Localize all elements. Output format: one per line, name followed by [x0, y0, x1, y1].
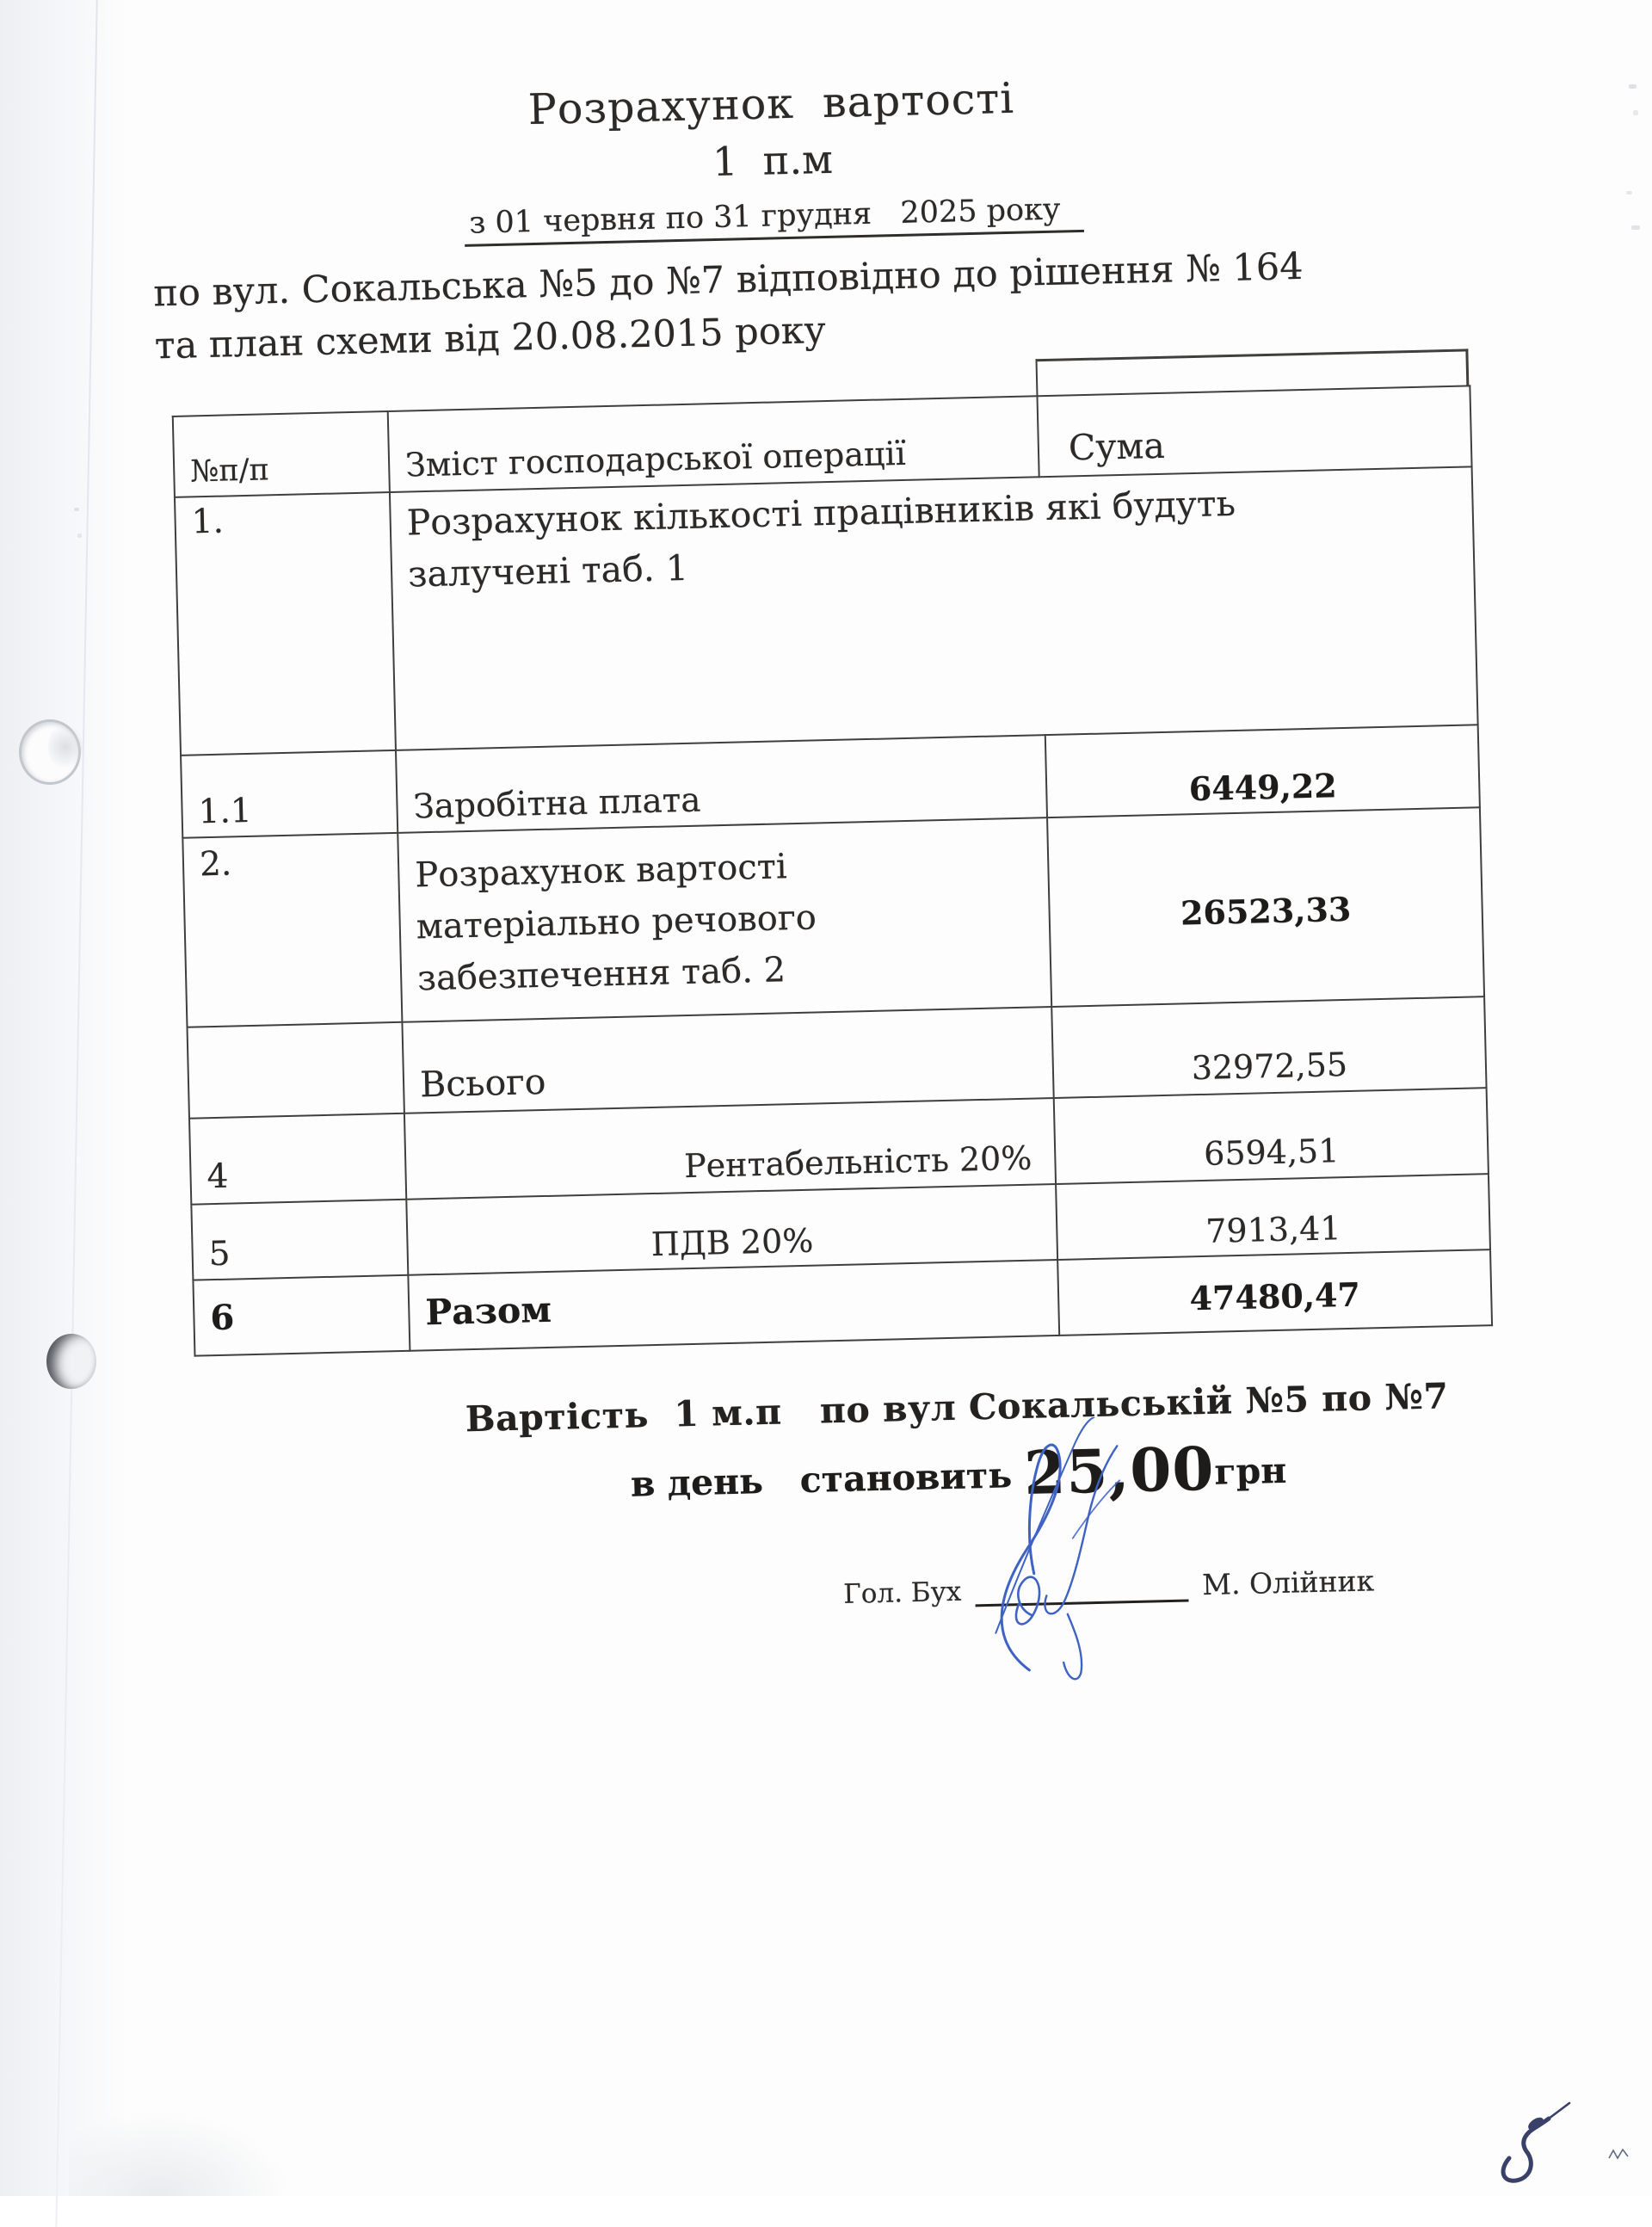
row-desc: Заробітна плата [396, 735, 1047, 833]
scan-speck [77, 534, 82, 538]
header-desc: Зміст господарської операції [388, 396, 1039, 492]
row-num [187, 1022, 404, 1119]
signature-name: М. Олійник [1201, 1564, 1375, 1602]
row-sum: 6594,51 [1054, 1088, 1489, 1184]
summary-line-2 [317, 1425, 1600, 1525]
row-desc: Всього [402, 1007, 1053, 1114]
row-sum: 32972,55 [1051, 996, 1486, 1098]
document-title: Розрахунок вартості [527, 73, 1015, 135]
document-content [129, 28, 1542, 1626]
row-desc: Розрахунок вартості матеріально речового забезпечення таб. 2 [398, 817, 1051, 1022]
summary-amount: 25,00 [1023, 1434, 1216, 1509]
row-desc: Розрахунок кількості працівників які будуть залучені таб. 1 [390, 466, 1478, 750]
header-sum: Сума [1037, 386, 1471, 477]
table-row [175, 466, 1478, 755]
row-num: 1. [175, 492, 396, 756]
row-sum: 6449,22 [1045, 725, 1480, 817]
summary-block [316, 1372, 1600, 1525]
row-desc: Разом [408, 1260, 1059, 1351]
header-num: №п/п [173, 411, 390, 497]
scanner-background-band [0, 0, 129, 2196]
row-num: 5 [191, 1200, 408, 1280]
handwritten-page-number [1495, 2098, 1575, 2184]
address-line-2: та план схеми від 20.08.2015 року [154, 309, 827, 368]
row-num: 2. [182, 833, 402, 1027]
row-num: 4 [189, 1114, 406, 1205]
date-range: з 01 червня по 31 грудня 2025 року [464, 192, 1084, 247]
signature-row [843, 1561, 1498, 1610]
scan-speck [74, 508, 79, 511]
cost-table-wrap [172, 386, 1491, 1357]
punch-hole-bottom [46, 1334, 96, 1389]
punch-hole-top-shadow [48, 721, 83, 773]
row-num: 1.1 [181, 750, 398, 838]
row-sum: 26523,33 [1047, 807, 1484, 1007]
bottom-left-smudge [69, 2110, 293, 2196]
row-sum: 47480,47 [1057, 1249, 1492, 1336]
summary-line-2-prefix: в день становить [630, 1454, 1025, 1505]
row-sum: 7913,41 [1056, 1174, 1490, 1260]
table-row [182, 807, 1484, 1027]
scan-speck [1626, 191, 1632, 194]
document-subtitle: 1 п.м [712, 135, 834, 186]
stray-pen-mark [1607, 2148, 1630, 2162]
signature-label: Гол. Бух [842, 1576, 962, 1611]
summary-currency: грн [1213, 1449, 1287, 1493]
cost-table [172, 385, 1493, 1356]
row-num: 6 [193, 1275, 410, 1356]
scan-speck [1629, 84, 1637, 89]
signature-line [975, 1569, 1189, 1607]
summary-line-1: Вартість 1 м.п по вул Сокальській №5 по №7 [465, 1375, 1449, 1440]
scan-speck [1633, 110, 1638, 115]
row-desc: ПДВ 20% [406, 1184, 1057, 1275]
address-line-1: по вул. Сокальська №5 до №7 відповідно до рішення № 164 [152, 244, 1304, 316]
scan-speck [1631, 225, 1640, 230]
row-desc: Рентабельність 20% [404, 1098, 1056, 1200]
